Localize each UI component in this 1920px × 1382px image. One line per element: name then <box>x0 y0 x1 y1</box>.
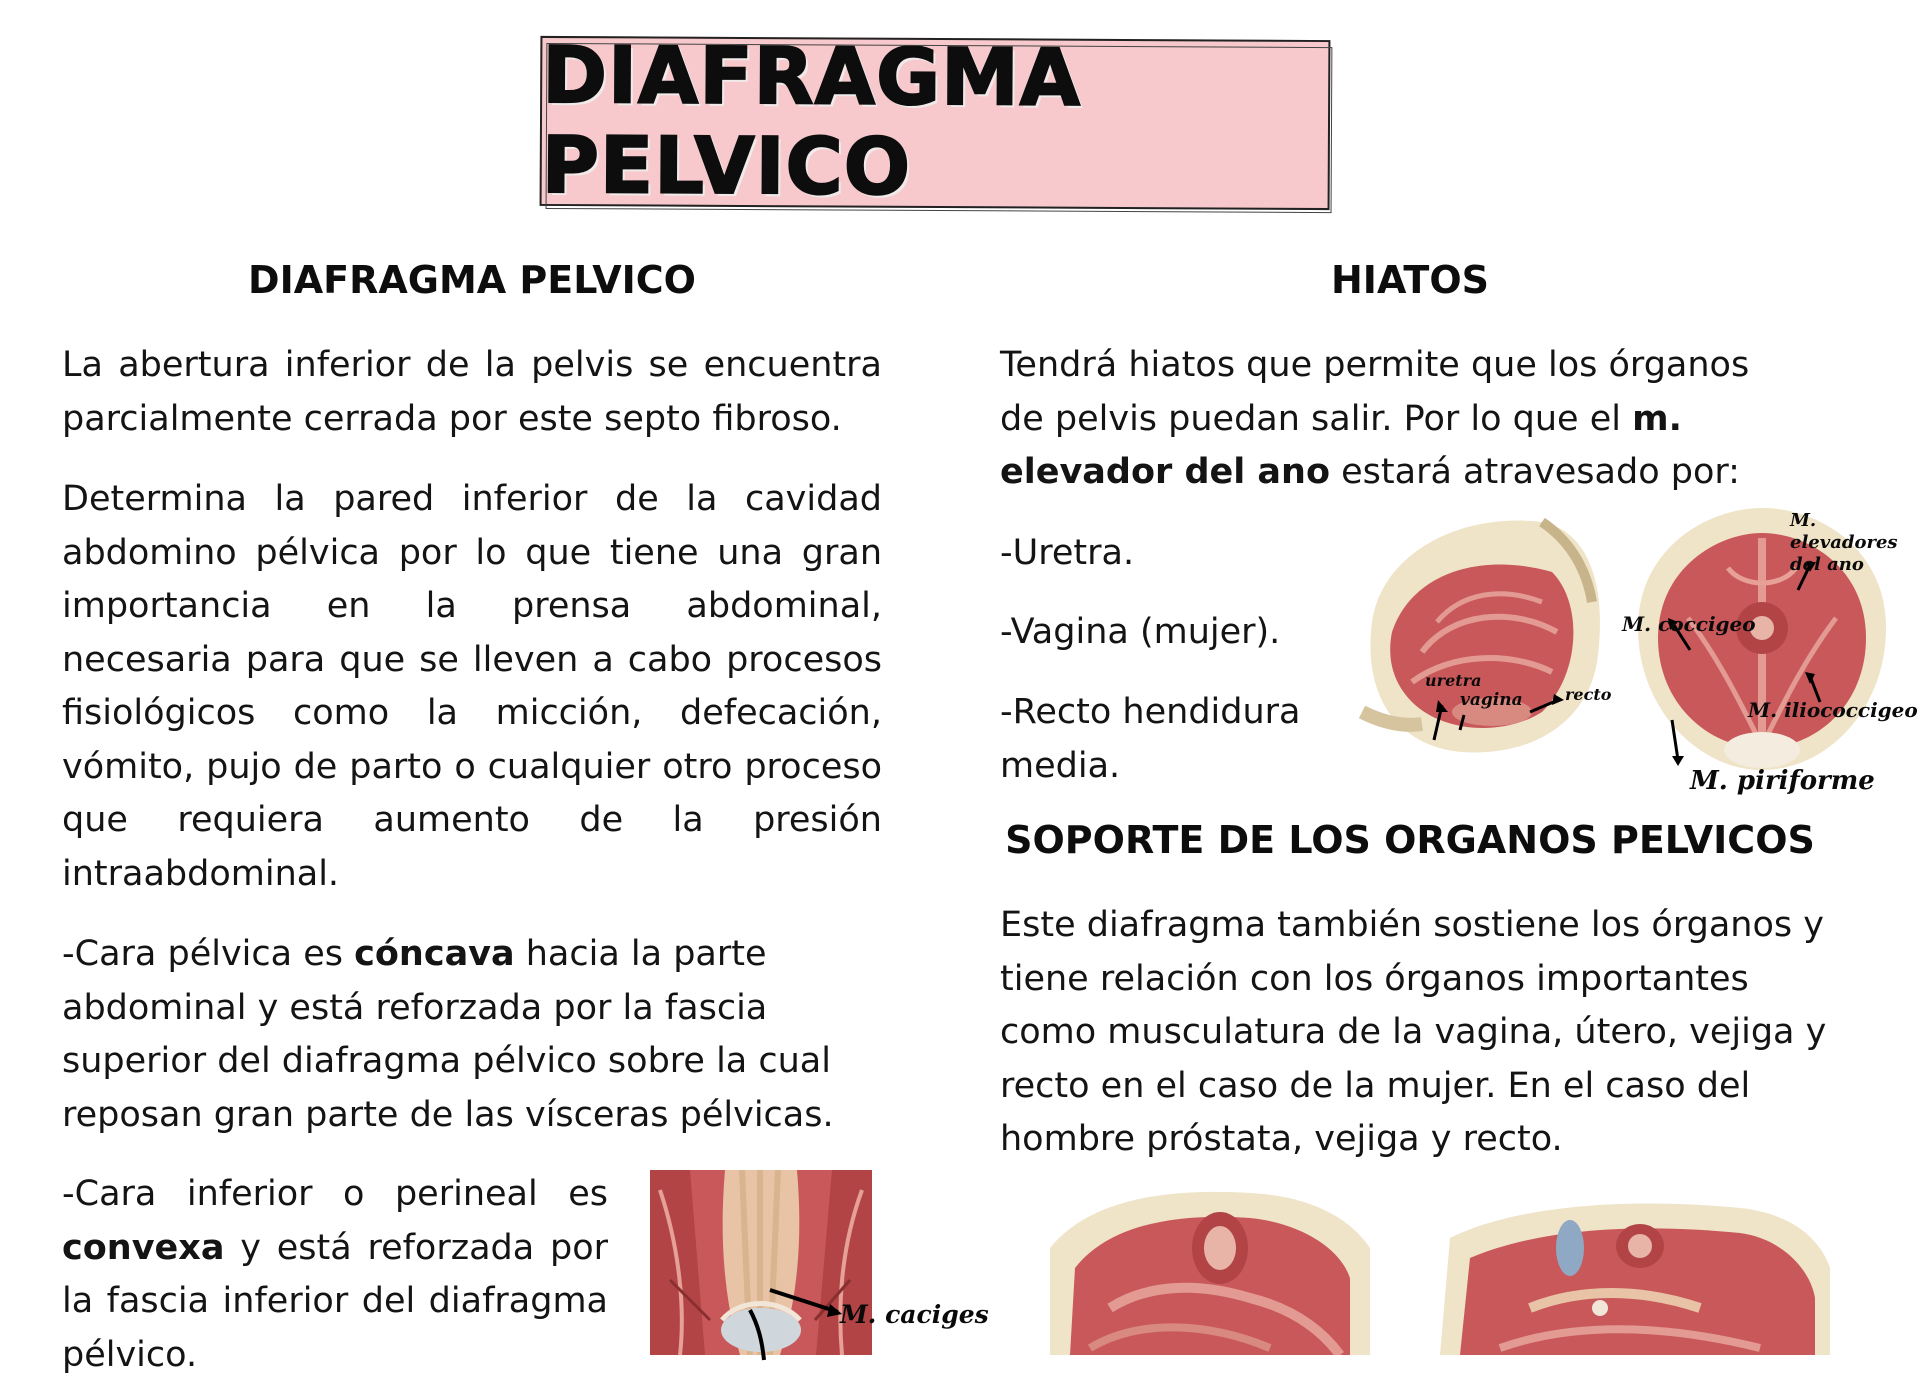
elevador-term: m. elevador del ano <box>1000 398 1682 492</box>
left-paragraph-4: -Cara inferior o perineal es convexa y está reforzada por la fascia inferior del diafragma pélvico. <box>62 1174 608 1375</box>
label-m-caciges: M. caciges <box>840 1300 989 1329</box>
page-title: DIAFRAGMA PELVICO <box>541 30 1082 213</box>
left-heading: DIAFRAGMA PELVICO <box>248 258 696 302</box>
hiatos-fig2-arrows <box>1650 540 1900 800</box>
soporte-heading: SOPORTE DE LOS ORGANOS PELVICOS <box>1005 818 1815 862</box>
label-coccigeo: M. coccigeo <box>1622 612 1756 636</box>
soporte-paragraph: Este diafragma también sostiene los órganos y tiene relación con los órganos importantes como musculatura de la vagina, útero, vejiga y recto en el caso de la mujer. En el caso del hombre próstata, vejiga y recto. <box>1000 905 1827 1159</box>
hiatos-heading: HIATOS <box>1331 258 1489 302</box>
label-uretra: uretra <box>1425 671 1482 690</box>
title-banner <box>540 30 1331 213</box>
section-drawing-1 <box>1050 1188 1370 1355</box>
left-paragraph-3: -Cara pélvica es cóncava hacia la parte abdominal y está reforzada por la fascia superior del diafragma pélvico sobre la cual reposan gran parte de las vísceras pélvicas. <box>62 934 834 1135</box>
hiato-item-recto: -Recto hendidura media. <box>1000 692 1301 786</box>
section-drawing-2 <box>1440 1198 1830 1355</box>
left-paragraph-1: La abertura inferior de la pelvis se encuentra parcialmente cerrada por este septo fibroso. <box>62 345 882 439</box>
label-piriforme: M. piriforme <box>1690 766 1875 796</box>
label-recto: recto <box>1565 685 1612 704</box>
hiato-item-uretra: -Uretra. <box>1000 533 1135 573</box>
label-elevadores: M. elevadores del ano <box>1790 510 1898 575</box>
convexa-term: convexa <box>62 1227 225 1268</box>
label-vagina: vagina <box>1460 690 1523 710</box>
left-paragraph-2: Determina la pared inferior de la cavidad abdomino pélvica por lo que tiene una gran importancia en la prensa abdominal, necesaria para que se lleven a cabo procesos fisiológicos como la micción, defecación, vómito, pujo de parto o cualquier otro proceso que requiera aumento de la presión intraabdominal. <box>62 479 882 894</box>
female-pelvis-section-1 <box>1050 1188 1370 1355</box>
label-iliococcigeo: M. iliococcigeo <box>1748 698 1918 722</box>
concava-term: cóncava <box>354 934 515 974</box>
female-pelvis-section-2 <box>1440 1198 1830 1355</box>
hiato-item-vagina: -Vagina (mujer). <box>1000 612 1281 652</box>
hiatos-paragraph: Tendrá hiatos que permite que los órganos de pelvis puedan salir. Por lo que el m. elevador del ano estará atravesado por: <box>1000 345 1750 492</box>
